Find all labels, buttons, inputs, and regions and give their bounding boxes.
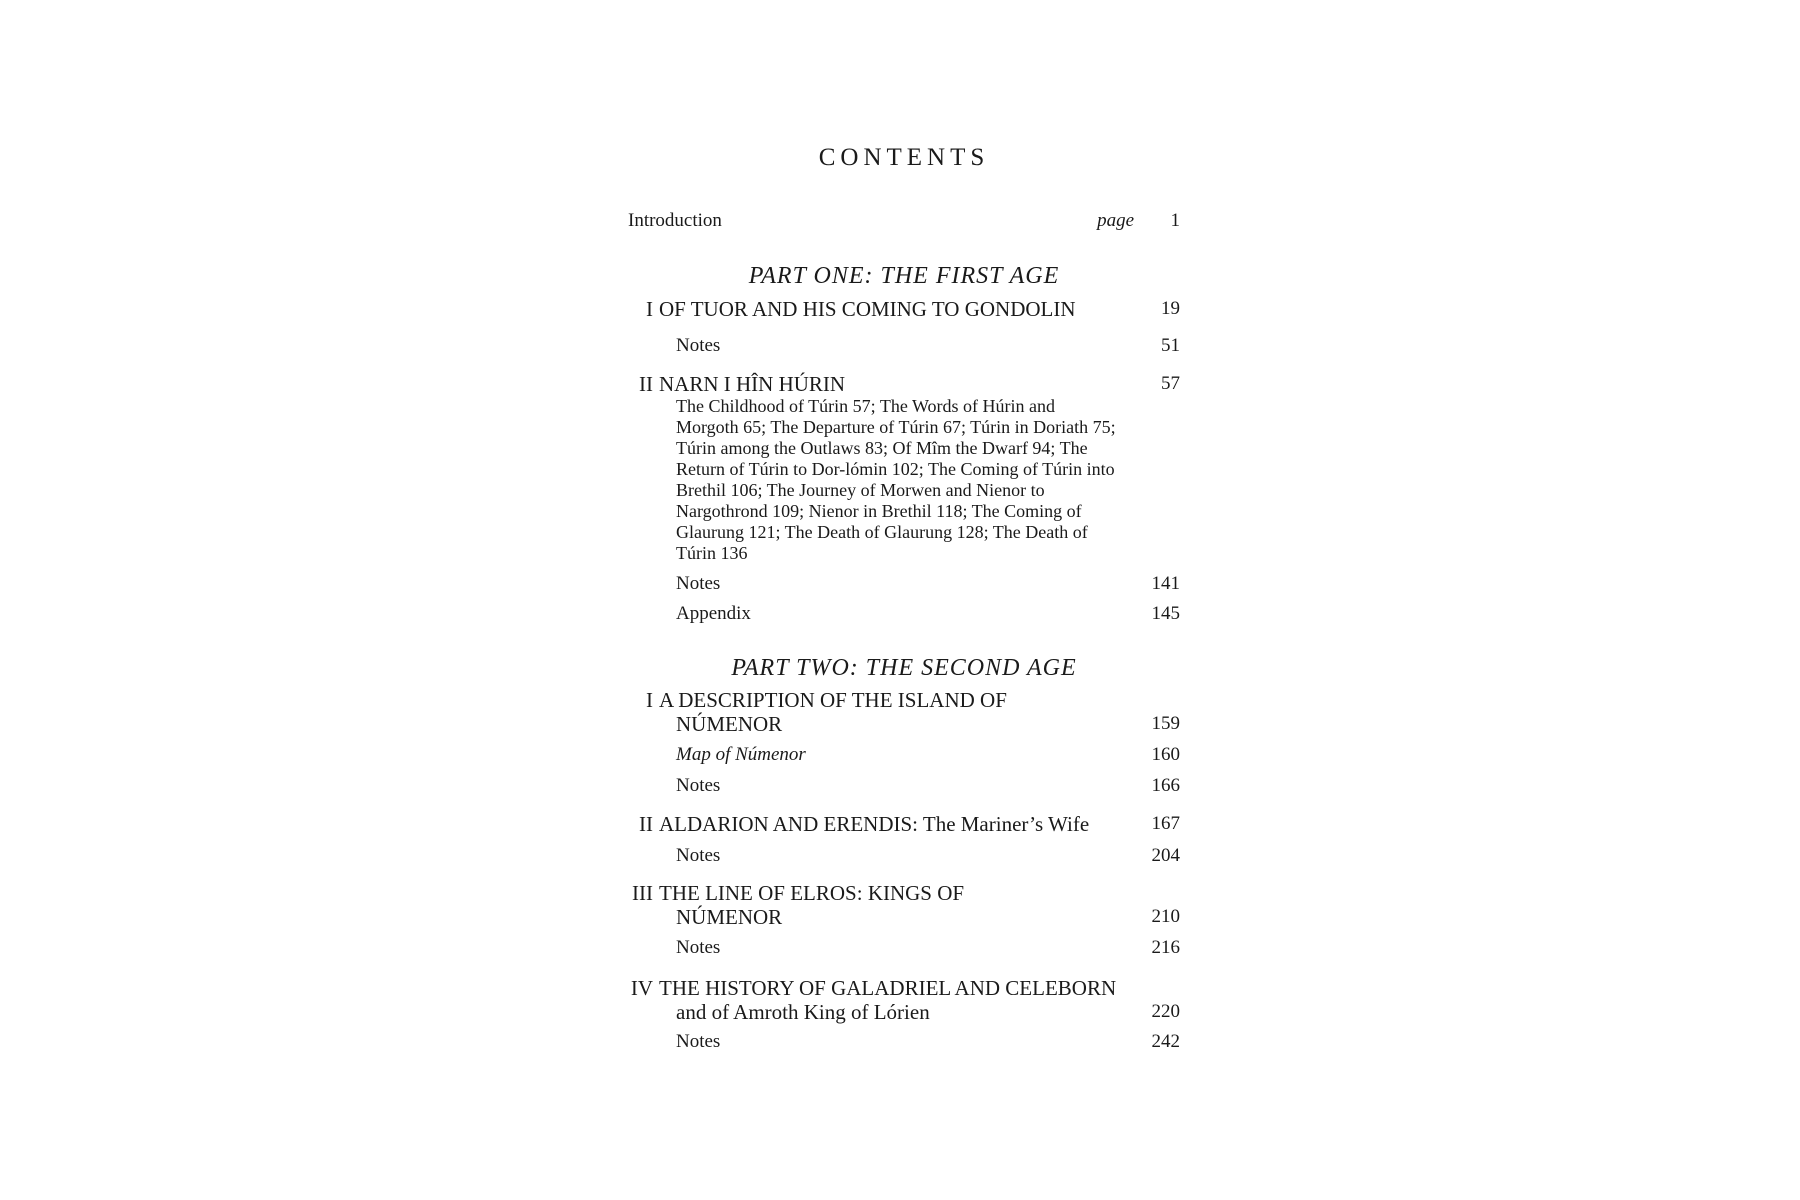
- page-word: page: [1097, 210, 1134, 231]
- entry-label: Notes: [676, 937, 721, 958]
- chapter-title-line: and of Amroth King of Lórien: [676, 1000, 930, 1024]
- chapter-title-line: THE HISTORY OF GALADRIEL AND CELEBORN: [659, 976, 1117, 1000]
- chapter-title: NARN I HÎN HÚRIN: [659, 372, 846, 396]
- entry-label: Map of Númenor: [676, 744, 806, 765]
- page-number: 19: [1161, 298, 1180, 319]
- entry-label: Notes: [676, 573, 721, 594]
- part-heading: PART ONE: THE FIRST AGE: [748, 263, 1060, 289]
- chapter-number: II: [639, 812, 653, 836]
- page-number: 204: [1151, 845, 1180, 866]
- part-heading: PART TWO: THE SECOND AGE: [731, 655, 1077, 681]
- page-number: 210: [1151, 906, 1180, 927]
- chapter-title: [659, 976, 1139, 1024]
- chapter-title-line: NÚMENOR: [676, 712, 783, 736]
- page-number: 51: [1161, 335, 1180, 356]
- entry-label: Appendix: [676, 603, 751, 624]
- chapter-title: [659, 688, 1099, 736]
- page-number: 242: [1151, 1031, 1180, 1052]
- chapter-number: IV: [630, 976, 653, 1000]
- page-number: 160: [1151, 744, 1180, 765]
- page-number: 159: [1151, 713, 1180, 734]
- page-number: 166: [1151, 775, 1180, 796]
- page-number: 167: [1151, 813, 1180, 834]
- chapter-title-line: THE LINE OF ELROS: KINGS OF: [659, 881, 965, 905]
- chapter-title-line: A DESCRIPTION OF THE ISLAND OF: [659, 688, 1007, 712]
- chapter-number: I: [646, 297, 653, 321]
- chapter-number: III: [632, 881, 653, 905]
- contents-page: [628, 140, 1180, 1080]
- page-number: 220: [1151, 1001, 1180, 1022]
- entry-label: Notes: [676, 775, 721, 796]
- page-number: 1: [1170, 210, 1180, 231]
- entry-label: Notes: [676, 845, 721, 866]
- entry-label: Notes: [676, 1031, 721, 1052]
- chapter-title: [659, 881, 1099, 929]
- entry-label: Notes: [676, 335, 721, 356]
- page-number: 57: [1161, 373, 1180, 394]
- chapter-title: OF TUOR AND HIS COMING TO GONDOLIN: [659, 297, 1076, 321]
- page-number: 216: [1151, 937, 1180, 958]
- entry-label: Introduction: [628, 210, 722, 231]
- chapter-number: II: [639, 372, 653, 396]
- page-number: 141: [1151, 573, 1180, 594]
- chapter-number: I: [646, 688, 653, 712]
- chapter-title: ALDARION AND ERENDIS: The Mariner’s Wife: [659, 812, 1090, 836]
- chapter-synopsis: The Childhood of Túrin 57; The Words of Húrin and Morgoth 65; The Departure of Túrin 67; Túrin in Doriath 75; Túrin among the Outlaws 83; Of Mîm the Dwarf 94; The Return of Túrin to Dor-lómin 102; The Coming of Túrin into Brethil 106; The Journey of Morwen and Nienor to Nargothrond 109; Nienor in Brethil 118; The Coming of Glaurung 121; The Death of Glaurung 128; The Death of Túrin 136: [676, 396, 1116, 563]
- page-title: CONTENTS: [818, 144, 990, 171]
- page-number: 145: [1151, 603, 1180, 624]
- chapter-title-line: NÚMENOR: [676, 905, 783, 929]
